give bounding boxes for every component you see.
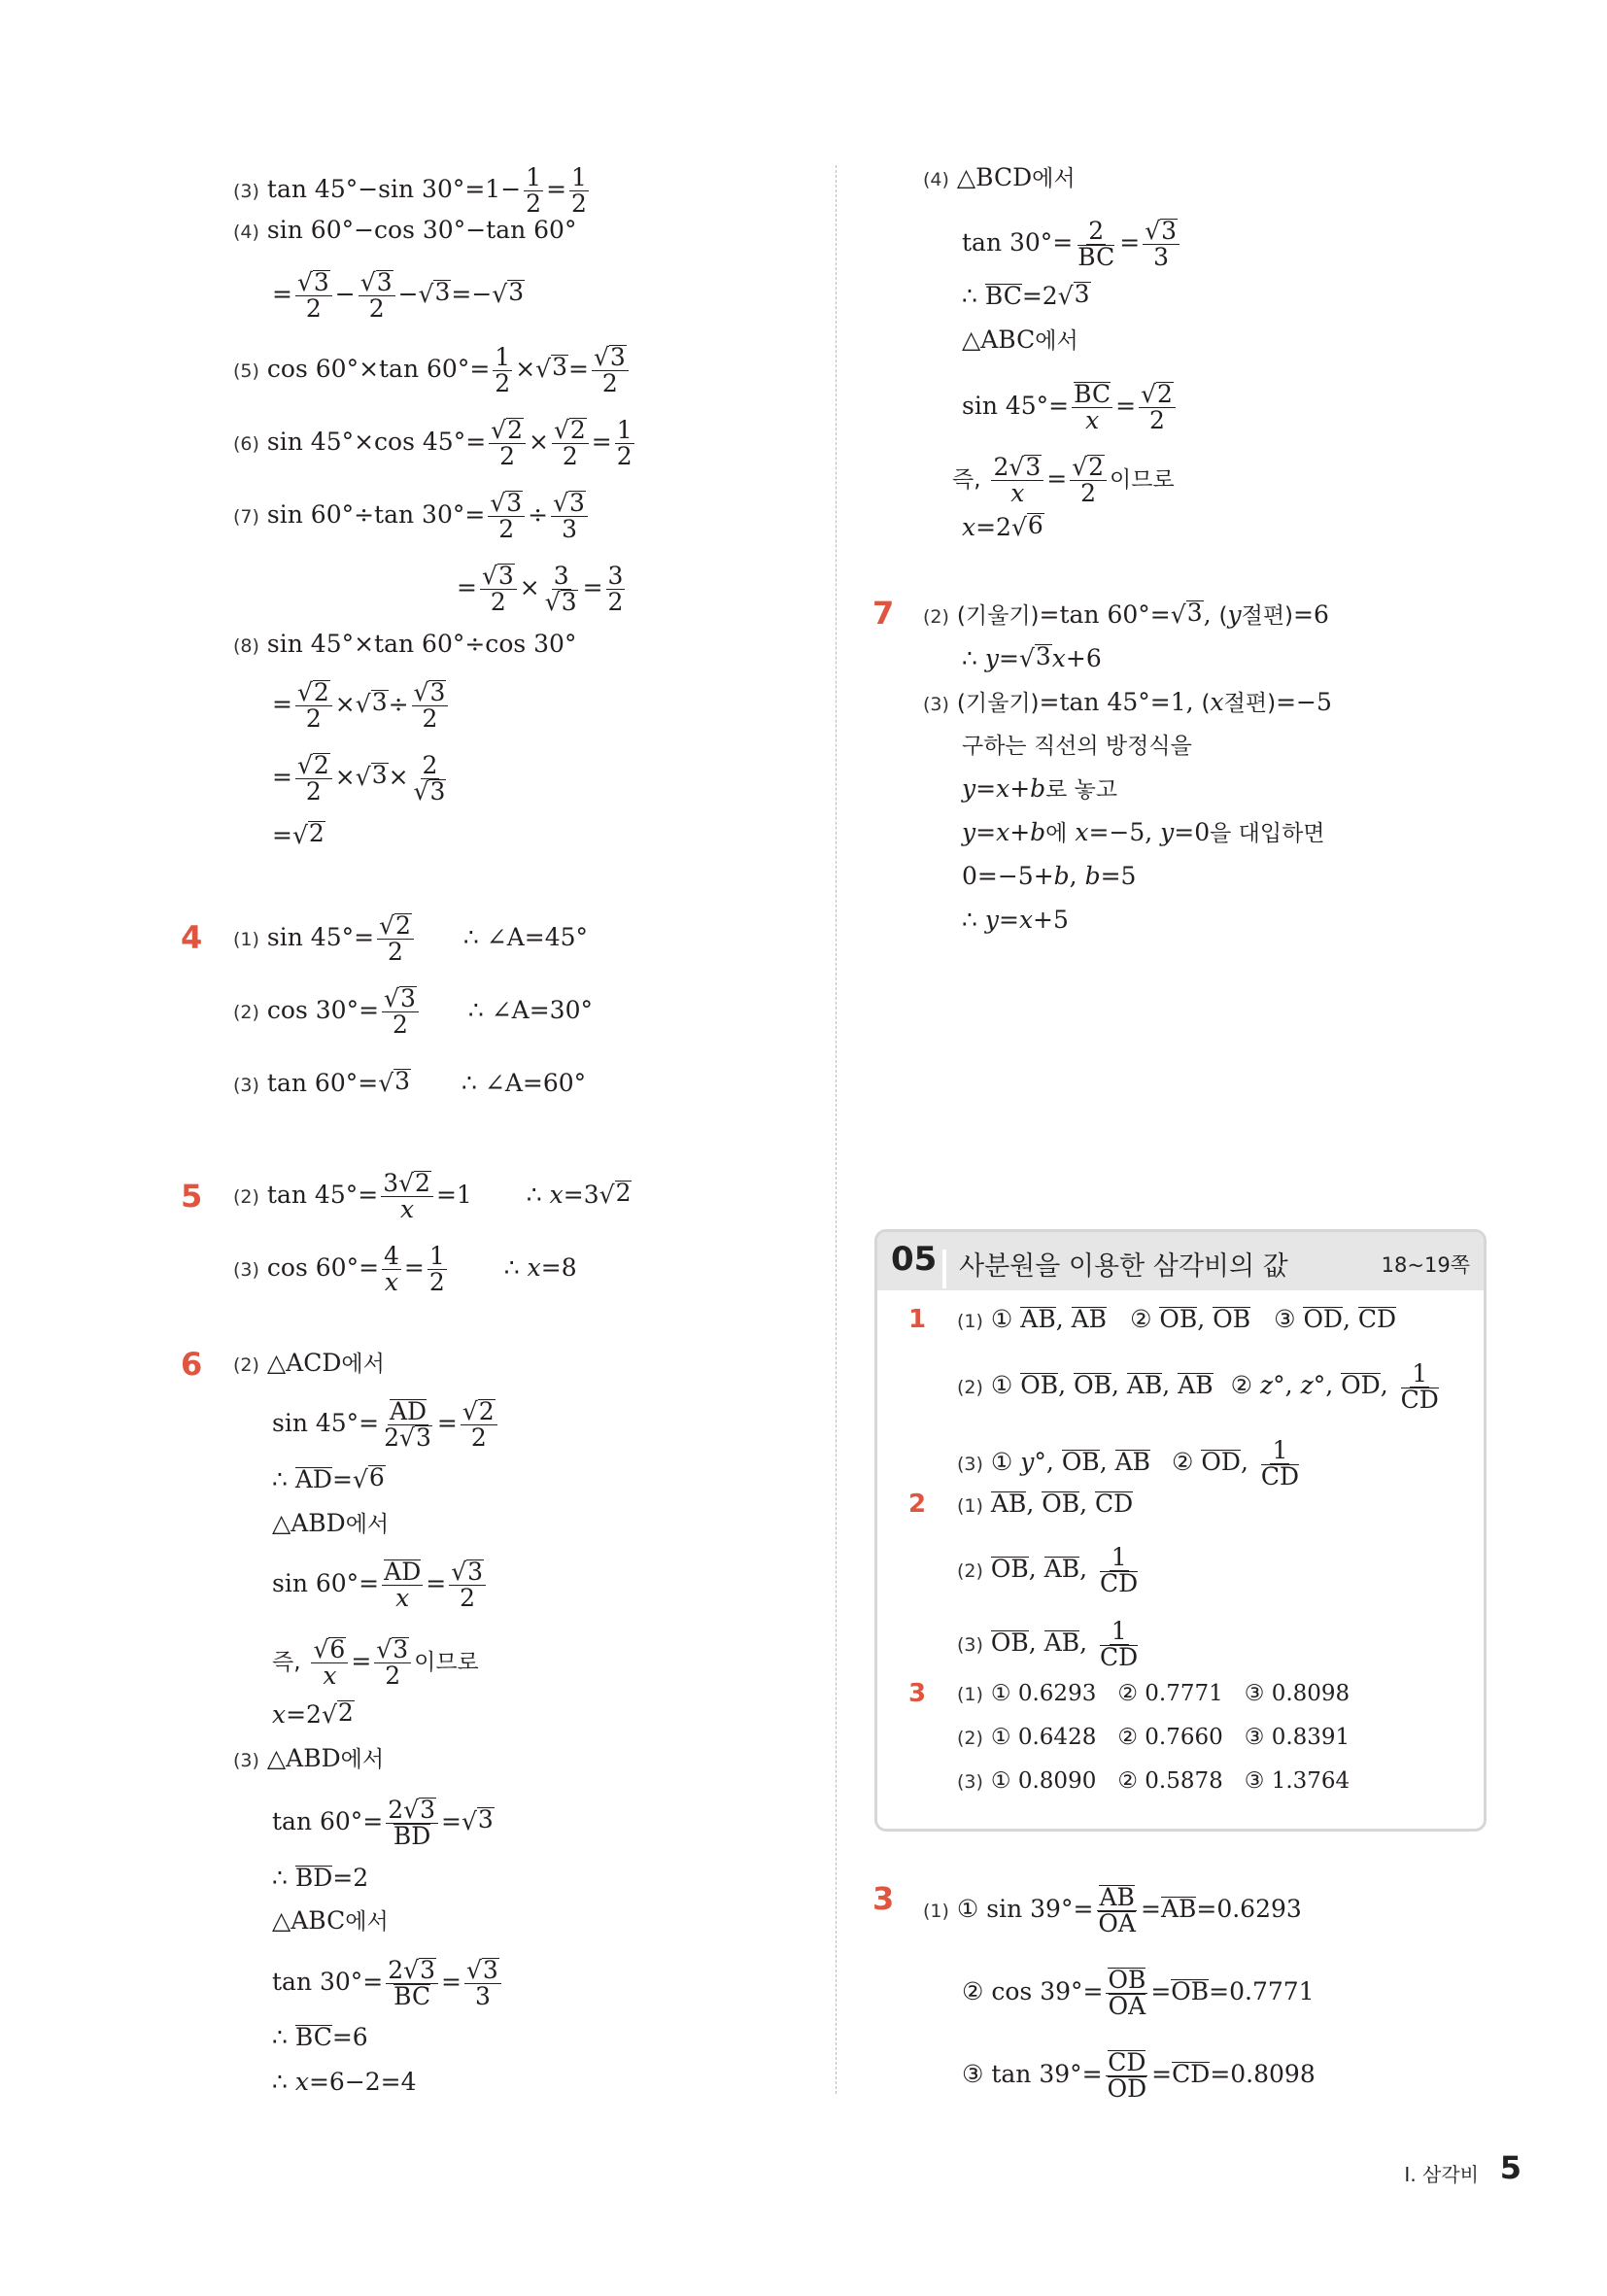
math-line: (3) ① 0.8090 ② 0.5878 ③ 1.3764	[957, 1768, 1351, 1794]
math-line: (1) ① AB, AB ② OB, OB ③ OD, CD	[957, 1305, 1397, 1333]
section-box	[874, 1229, 1487, 1832]
math-line: ③ tan 39°= $\frac{CD}{OD}$ =CD=0.8098	[962, 2048, 1316, 2103]
math-line: (3) (기울기)=tan 45°=1, (x절편)=−5	[923, 688, 1332, 716]
math-line: (1) AB, OB, CD	[957, 1490, 1134, 1518]
math-line: sin 60°= $\frac{AD}{x}$ = √ 3 2	[272, 1559, 489, 1611]
math-line: = √ 3 2 − √ 3 2 − √ 3 =− √ 3	[272, 268, 525, 323]
math-line: sin 45°= AD 2 √ 3 = √ 2 2	[272, 1399, 500, 1451]
box-question-number: 3	[908, 1679, 927, 1708]
math-line: ∴ x=6−2=4	[272, 2068, 417, 2096]
math-line: x=2 √ 2	[272, 1698, 354, 1729]
box-question-number: 1	[908, 1305, 927, 1334]
math-line: △ABC에서	[962, 326, 1078, 354]
math-line: (1) ① 0.6293 ② 0.7771 ③ 0.8098	[957, 1681, 1351, 1706]
math-line: △ABD에서	[272, 1509, 390, 1537]
math-line: 0=−5+b, b=5	[962, 862, 1137, 890]
math-line: △ABC에서	[272, 1906, 389, 1935]
section-header	[877, 1232, 1484, 1290]
math-line: = √ 3 2 × 3 √ 3 = $\frac{3}{2}$	[457, 562, 624, 616]
math-line: x=2 √ 6	[962, 511, 1043, 541]
box-question-number: 2	[908, 1490, 927, 1519]
math-line: (2) ① OB, OB, AB, AB ② z°, z°, OD, $\frac{1}{CD}$	[957, 1359, 1439, 1414]
math-line: ② cos 39°= $\frac{OB}{OA}$ =OB=0.7771	[962, 1966, 1315, 2020]
math-line: = √ 2	[272, 819, 325, 849]
problem-number: 3	[872, 1880, 895, 1917]
math-line: = √ 2 2 × √ 3 × 2 √ 3	[272, 751, 446, 805]
math-line: = √ 2 2 × √ 3 ÷ √ 3 2	[272, 680, 451, 732]
section-divider	[942, 1250, 946, 1288]
page-number: 5	[1499, 2149, 1522, 2186]
math-line: tan 30°= 2 √ 3 BC = √ 3 3	[272, 1958, 504, 2009]
math-line: (5) cos 60°×tan 60°= $\frac{1}{2}$ × √ 3 = √ 3 2	[233, 345, 632, 396]
math-line: 즉, √ 6 x = √ 3 2 이므로	[272, 1635, 479, 1690]
math-line: ∴ BD=2	[272, 1864, 369, 1892]
math-line: (4) △BCD에서	[923, 163, 1076, 191]
math-line: (3) tan 45°−sin 30°=1− $\frac{1}{2}$ = $\frac{1}{2}$	[233, 163, 587, 218]
math-line: ∴ y= √ 3 x+6	[962, 642, 1102, 672]
problem-number: 4	[181, 919, 203, 956]
math-line: ∴ AD= √ 6	[272, 1463, 385, 1493]
footer-chapter-label: I. 삼각비	[1404, 2163, 1479, 2186]
math-line: y=x+b에 x=−5, y=0을 대입하면	[962, 818, 1325, 846]
math-line: 즉, 2 √ 3 x = √ 2 2 이므로	[952, 453, 1175, 507]
math-line: (4) sin 60°−cos 30°−tan 60°	[233, 216, 577, 244]
column-divider	[836, 165, 837, 2094]
math-line: (6) sin 45°×cos 45°= √ 2 2 × √ 2 2 = $\frac{1}{2}$	[233, 416, 633, 470]
math-line: (3) △ABD에서	[233, 1744, 385, 1772]
math-line: ∴ BC=6	[272, 2023, 368, 2051]
problem-number: 6	[181, 1346, 203, 1383]
problem-number: 7	[872, 595, 895, 632]
math-line: sin 45°= $\frac{BC}{x}$ = √ 2 2	[962, 382, 1179, 433]
math-line: tan 30°= $\frac{2}{BC}$ = √ 3 3	[962, 219, 1182, 270]
math-line: (8) sin 45°×tan 60°÷cos 30°	[233, 630, 577, 658]
math-line: (3) cos 60°= $\frac{4}{x}$ = $\frac{1}{2}$ ∴ x=8	[233, 1242, 577, 1296]
math-line: (3) tan 60°= √ 3 ∴ ∠A=60°	[233, 1067, 587, 1097]
math-line: ∴ y=x+5	[962, 906, 1069, 934]
math-line: (2) cos 30°= √ 3 2 ∴ ∠A=30°	[233, 984, 593, 1039]
math-line: (2) (기울기)=tan 60°= √ 3 , (y절편)=6	[923, 599, 1329, 629]
math-line: (7) sin 60°÷tan 30°= √ 3 2 ÷ √ 3 3	[233, 491, 591, 542]
math-line: (3) OB, AB, $\frac{1}{CD}$	[957, 1617, 1139, 1671]
math-line: (3) ① y°, OB, AB ② OD, $\frac{1}{CD}$	[957, 1436, 1300, 1491]
math-line: tan 60°= 2 √ 3 BD = √ 3	[272, 1796, 494, 1850]
math-line: (2) ① 0.6428 ② 0.7660 ③ 0.8391	[957, 1725, 1351, 1750]
problem-number: 5	[181, 1178, 203, 1215]
math-line: y=x+b로 놓고	[962, 774, 1118, 803]
math-line: 구하는 직선의 방정식을	[962, 734, 1192, 759]
math-line: (1) ① sin 39°= $\frac{AB}{OA}$ =AB=0.6293	[923, 1883, 1302, 1937]
section-title: 사분원을 이용한 삼각비의 값	[959, 1251, 1288, 1282]
math-line: (1) sin 45°= √ 2 2 ∴ ∠A=45°	[233, 911, 589, 966]
math-line: (2) tan 45°= 3 √ 2 x =1 ∴ x=3 √ 2	[233, 1169, 632, 1223]
section-number: 05	[891, 1240, 938, 1279]
math-line: ∴ BC=2 √ 3	[962, 280, 1090, 310]
math-line: (2) OB, AB, $\frac{1}{CD}$	[957, 1543, 1139, 1597]
math-line: (2) △ACD에서	[233, 1349, 385, 1377]
section-pages: 18~19쪽	[1381, 1253, 1470, 1277]
